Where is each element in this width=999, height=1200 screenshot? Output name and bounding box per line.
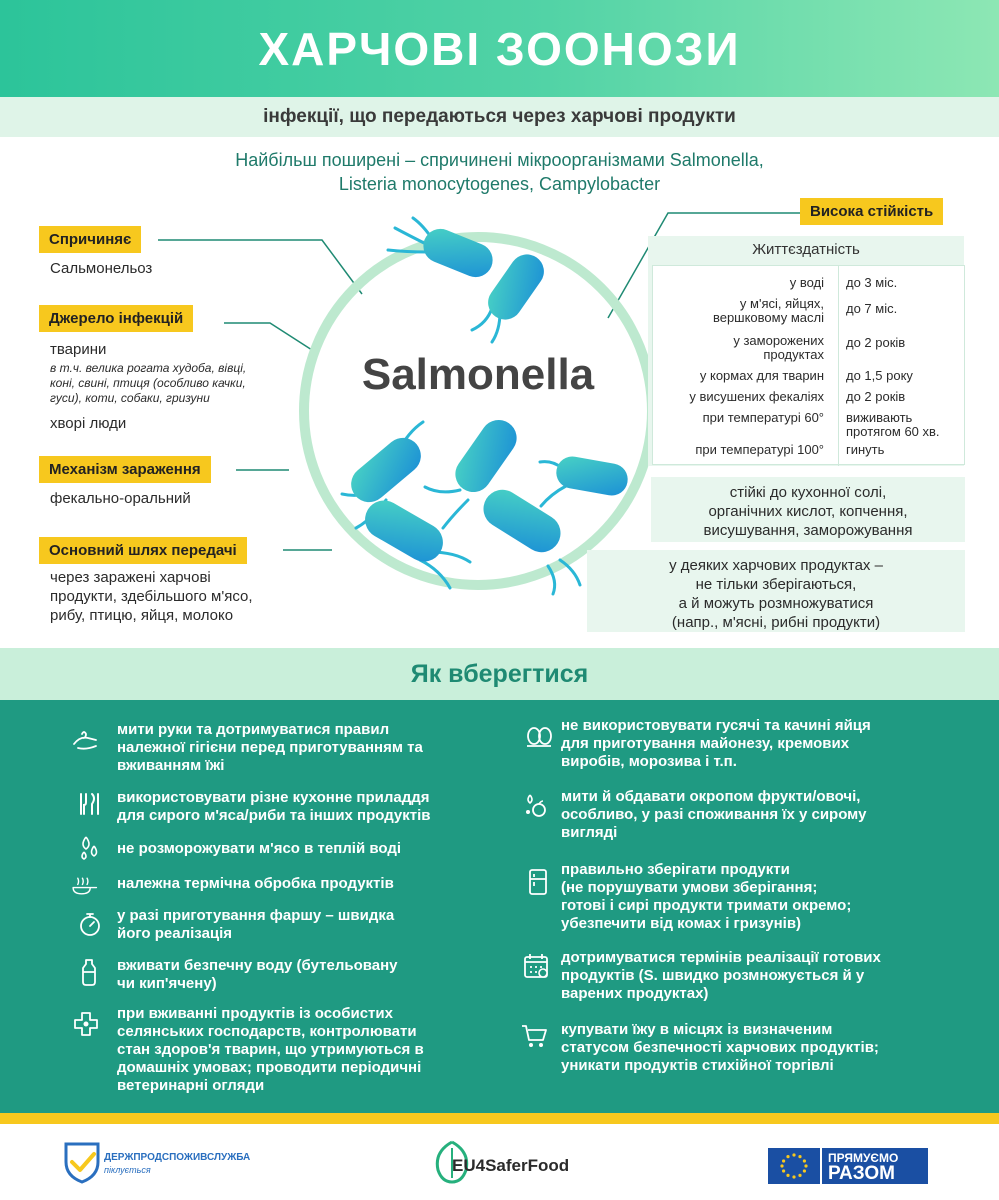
multiply-line: у деяких харчових продуктах – (669, 557, 883, 574)
mechanism-text: фекально-оральний (50, 490, 191, 507)
tip-line: для приготування майонезу, кремових (561, 735, 850, 752)
tip-line: уникати продуктів стихійної торгівлі (561, 1057, 834, 1074)
tip-line: продуктів (S. швидко розмножується й у (561, 967, 865, 984)
resistance-label: Висока стійкість (800, 198, 943, 225)
duration-line: протягом 60 хв. (846, 424, 940, 439)
multiply-line: (напр., м'ясні, рибні продукти) (671, 614, 881, 631)
tip-line: дотримуватися термінів реалізації готових (561, 949, 881, 966)
tip-item (117, 721, 423, 775)
tip-line: належна термічна обробка продуктів (117, 875, 394, 892)
tip-line: чи кип'ячену) (117, 975, 217, 992)
tip-line: у разі приготування фаршу – швидка (117, 907, 395, 924)
bacterium-icon (540, 454, 630, 506)
viability-duration: гинуть (846, 442, 885, 457)
viability-condition: при температурі 60° (702, 410, 824, 425)
tip-item (117, 1005, 424, 1095)
page-subtitle: інфекції, що передаються через харчові продукти (0, 97, 999, 137)
tip-item (561, 949, 881, 1003)
multiply-box (587, 550, 965, 632)
viability-duration: до 2 років (846, 389, 906, 404)
tip-line: використовувати різне кухонне приладдя (117, 789, 430, 806)
bacterium-name: Salmonella (361, 350, 595, 399)
tip-item (561, 1021, 879, 1075)
condition-line: у м'ясі, яйцях, (739, 296, 824, 311)
tip-line: селянських господарств, контролювати (117, 1023, 417, 1040)
tip-line: домашніх умовах; проводити періодичні (117, 1059, 422, 1076)
viability-condition: при температурі 100° (695, 442, 824, 457)
viability-duration: до 3 міс. (846, 275, 898, 290)
tip-line: купувати їжу в місцях із визначеним (561, 1021, 833, 1038)
viability-condition (644, 297, 824, 325)
vet-cross-icon (72, 1010, 100, 1038)
tip-line: вживанням їжі (117, 757, 225, 774)
tip-item (561, 717, 871, 771)
route-line: продукти, здебільшого м'ясо, (50, 588, 253, 605)
resistant-line: стійкі до кухонної солі, (729, 484, 887, 501)
source-detail-line: коні, свині, птиця (особливо качки, (50, 376, 246, 390)
lead-line-2: Listeria monocytogenes, Campylobacter (338, 174, 661, 194)
condition-line: вершковому маслі (712, 310, 824, 325)
tip-line: (не порушувати умови зберігання; (561, 879, 818, 896)
bacterium-icon (388, 218, 498, 282)
mechanism-label: Механізм зараження (39, 456, 211, 483)
tip-line: ветеринарні огляди (117, 1077, 265, 1094)
logo1-sub: піклується (104, 1165, 151, 1175)
route-line: через заражені харчові (50, 569, 211, 586)
hand-wash-icon (72, 726, 100, 754)
route-label: Основний шлях передачі (39, 537, 247, 564)
viability-title: Життєздатність (752, 241, 860, 258)
eggs-icon (525, 722, 553, 750)
logo3-bottom: РАЗОМ (828, 1163, 895, 1184)
frying-pan-icon (70, 872, 98, 900)
logo3-top: ПРЯМУЄМО (828, 1151, 899, 1165)
tip-line: вигляді (561, 824, 618, 841)
tip-item (117, 875, 394, 893)
logo3-box (822, 1148, 928, 1184)
causes-text: Сальмонельоз (50, 260, 153, 277)
page-title: ХАРЧОВІ ЗООНОЗИ (258, 22, 741, 75)
tip-line: вживати безпечну воду (бутельовану (117, 957, 398, 974)
tip-line: не розморожувати м'ясо в теплій воді (117, 840, 402, 857)
tip-item (117, 789, 431, 825)
eu-flag-icon (768, 1148, 820, 1184)
multiply-line: не тільки зберігаються, (695, 576, 857, 593)
tip-line: не використовувати гусячі та качині яйця (561, 717, 871, 734)
duration-line: виживають (846, 410, 913, 425)
tip-line: варених продуктах) (561, 985, 709, 1002)
logo2-text: EU4SaferFood (452, 1156, 570, 1175)
source-detail-line: гуси), коти, собаки, гризуни (50, 391, 210, 405)
source-detail-line: в т.ч. велика рогата худоба, вівці, (50, 361, 247, 375)
viability-table (652, 265, 965, 465)
resistant-box (651, 477, 965, 542)
tip-line: правильно зберігати продукти (561, 861, 790, 878)
resistant-line: висушування, заморожування (703, 522, 913, 539)
viability-condition: у кормах для тварин (699, 368, 824, 383)
washing-fruit-icon (522, 792, 550, 820)
yellow-divider (0, 1113, 999, 1124)
prevention-tips (0, 700, 999, 1113)
condition-line: у заморожених (733, 333, 824, 348)
footer (0, 1124, 999, 1200)
viability-condition: у висушених фекаліях (689, 389, 824, 404)
tip-line: для сирого м'яса/риби та інших продуктів (117, 807, 431, 824)
tip-line: його реалізація (117, 925, 233, 942)
tip-item (117, 840, 401, 858)
tip-item (561, 861, 851, 933)
route-line: рибу, птицю, яйця, молоко (50, 607, 234, 624)
fridge-icon (524, 868, 552, 896)
water-drops-icon (76, 834, 104, 862)
tip-line: готові і сирі продукти тримати окремо; (561, 897, 852, 914)
causes-label: Спричиняє (39, 226, 141, 253)
viability-condition: у воді (789, 275, 824, 290)
viability-condition (644, 334, 824, 362)
tip-line: стан здоров'я тварин, що утримуються в (117, 1041, 424, 1058)
table-divider (838, 266, 839, 466)
tip-line: мити й обдавати окропом фрукти/овочі, (561, 788, 861, 805)
condition-line: продуктах (763, 347, 824, 362)
viability-duration: до 2 років (846, 335, 906, 350)
utensils-icon (76, 790, 104, 818)
source-people: хворі люди (50, 415, 127, 432)
bacterium-icon (476, 483, 580, 594)
calendar-icon (522, 952, 550, 980)
bacterium-icon (358, 494, 470, 588)
source-label: Джерело інфекцій (39, 305, 193, 332)
tip-item (117, 957, 398, 993)
tip-line: належної гігієни перед приготуванням та (117, 739, 423, 756)
water-bottle-icon (76, 958, 104, 986)
tip-line: особливо, у разі споживання їх у сирому (561, 806, 867, 823)
resistant-line: органічних кислот, копчення, (708, 503, 908, 520)
prevention-title: Як вберегтися (0, 648, 999, 700)
tip-line: виробів, морозива і т.п. (561, 753, 737, 770)
tip-line: статусом безпечності харчових продуктів; (561, 1039, 879, 1056)
shopping-cart-icon (520, 1022, 548, 1050)
viability-duration (846, 411, 966, 439)
tip-item (117, 907, 394, 943)
source-animals: тварини (50, 341, 107, 358)
shield-check-icon (62, 1140, 102, 1184)
lead-line-1: Найбільш поширені – спричинені мікроорганізмами Salmonella, (235, 150, 764, 170)
viability-duration: до 1,5 року (846, 368, 913, 383)
viability-duration: до 7 міс. (846, 301, 898, 316)
multiply-line: а й можуть розмножуватися (678, 595, 874, 612)
stopwatch-icon (76, 910, 104, 938)
tip-line: мити руки та дотримуватися правил (117, 721, 390, 738)
tip-line: убезпечити від комах і гризунів) (561, 915, 802, 932)
tip-item (561, 788, 866, 842)
logo1-main: ДЕРЖПРОДСПОЖИВСЛУЖБА (104, 1152, 251, 1163)
tip-line: при вживанні продуктів із особистих (117, 1005, 393, 1022)
